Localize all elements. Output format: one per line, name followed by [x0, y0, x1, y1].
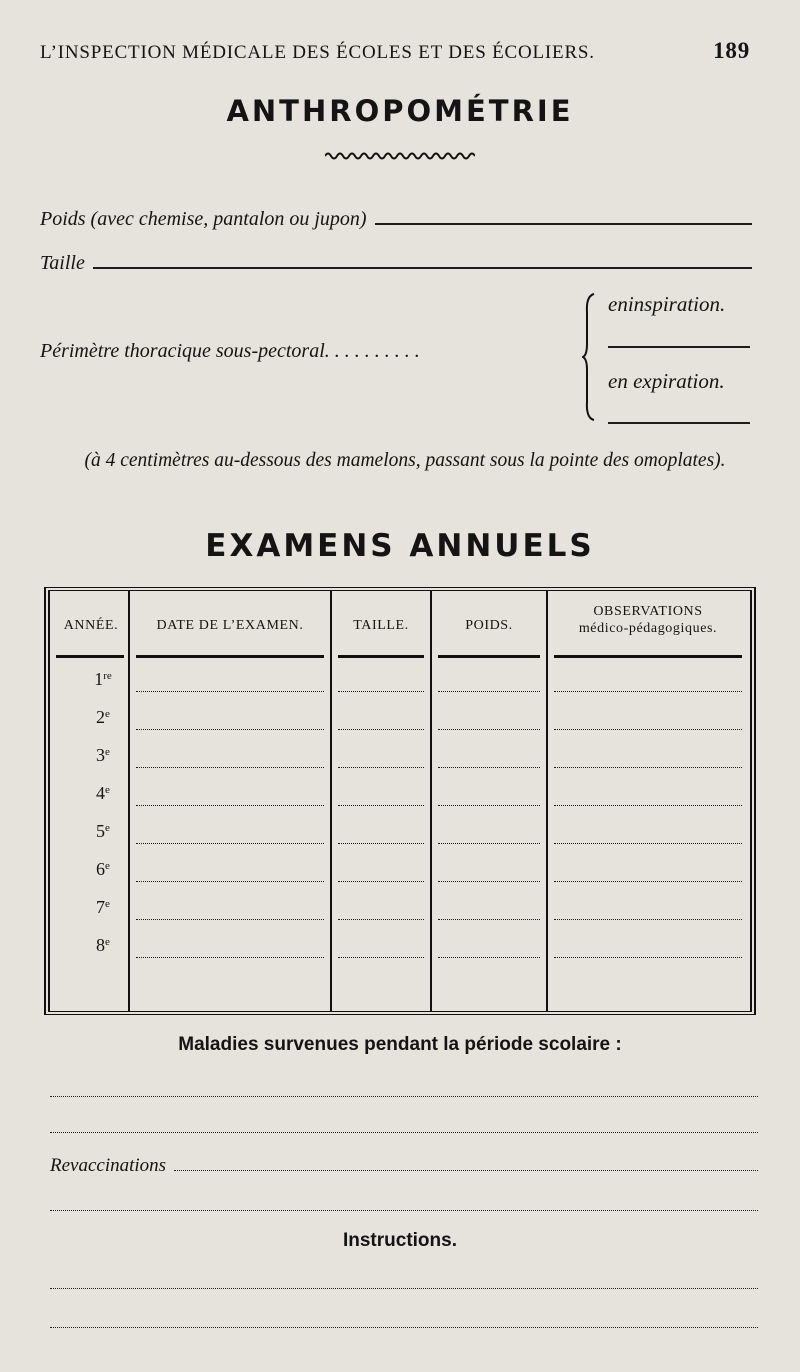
taille-field [40, 252, 752, 275]
table-cell-line [554, 881, 742, 882]
revaccinations-line [50, 1210, 758, 1211]
table-cell-line [438, 919, 540, 920]
perimetre-label: Périmètre thoracique sous-pectoral. . . . . . . . . . [40, 340, 420, 362]
header-rule [554, 655, 742, 658]
table-cell-line [438, 729, 540, 730]
year-number: 3 [96, 745, 106, 765]
table-cell-line [136, 805, 324, 806]
year-suffix: e [105, 822, 110, 834]
maladies-line [50, 1096, 758, 1097]
examens-title: EXAMENS ANNUELS [205, 528, 595, 564]
poids-line [375, 222, 752, 225]
table-cell-line [136, 691, 324, 692]
year-label [68, 745, 138, 766]
revaccinations-label: Revaccinations [50, 1155, 167, 1176]
column-divider [330, 591, 332, 1011]
table-cell-line [136, 729, 324, 730]
header-observations-line2: médico-pédagogiques. [578, 621, 718, 636]
year-number: 2 [96, 707, 106, 727]
taille-label: Taille [40, 252, 85, 274]
table-cell-line [438, 691, 540, 692]
table-cell-line [338, 729, 424, 730]
perimetre-note: (à 4 centimètres au-dessous des mamelons, passant sous la pointe des omoplates). [84, 450, 726, 471]
year-number: 5 [96, 821, 106, 841]
header-rule [338, 655, 424, 658]
year-number: 4 [96, 783, 106, 803]
year-label [68, 821, 138, 842]
year-label [68, 935, 138, 956]
year-label [68, 783, 138, 804]
table-cell-line [438, 805, 540, 806]
table-cell-line [554, 691, 742, 692]
header-annee: ANNÉE. [63, 618, 119, 633]
table-cell-line [438, 957, 540, 958]
column-divider [430, 591, 432, 1011]
year-label [68, 707, 138, 728]
year-label [68, 897, 138, 918]
year-number: 6 [96, 859, 106, 879]
instructions-line [50, 1288, 758, 1289]
running-head [40, 38, 750, 64]
table-cell-line [338, 881, 424, 882]
header-rule [438, 655, 540, 658]
table-cell-line [554, 805, 742, 806]
table-cell-line [554, 919, 742, 920]
table-cell-line [136, 843, 324, 844]
year-number: 1 [94, 669, 104, 689]
inspiration-line [608, 346, 750, 348]
page-number: 189 [713, 38, 750, 63]
table-cell-line [554, 843, 742, 844]
poids-field [40, 208, 752, 231]
taille-line [93, 266, 752, 269]
table-cell-line [136, 881, 324, 882]
year-label [68, 859, 138, 880]
inspiration-label: eninspiration. [608, 292, 726, 316]
year-label [68, 669, 138, 690]
maladies-label: Maladies survenues pendant la période scolaire : [178, 1034, 622, 1055]
revaccinations-line [174, 1169, 758, 1171]
header-rule [136, 655, 324, 658]
table-cell-line [438, 767, 540, 768]
year-number: 7 [96, 897, 106, 917]
table-cell-line [136, 767, 324, 768]
header-observations [548, 603, 748, 637]
header-taille: TAILLE. [353, 618, 409, 633]
poids-label: Poids (avec chemise, pantalon ou jupon) [40, 208, 367, 230]
table-cell-line [338, 843, 424, 844]
instructions-line [50, 1327, 758, 1328]
year-suffix: e [105, 936, 110, 948]
table-cell-line [136, 957, 324, 958]
examens-table [44, 587, 756, 1015]
table-cell-line [338, 691, 424, 692]
table-cell-line [438, 843, 540, 844]
year-suffix: e [105, 898, 110, 910]
header-poids: POIDS. [465, 618, 513, 633]
instructions-label: Instructions. [342, 1230, 457, 1251]
expiration-label: en expiration. [608, 369, 725, 393]
year-suffix: re [103, 670, 112, 682]
expiration-line [608, 422, 750, 424]
anthropometrie-title: ANTHROPOMÉTRIE [226, 94, 574, 128]
year-suffix: e [105, 708, 110, 720]
table-cell-line [554, 767, 742, 768]
table-cell-line [338, 919, 424, 920]
year-suffix: e [105, 784, 110, 796]
table-cell-line [438, 881, 540, 882]
maladies-line [50, 1132, 758, 1133]
ornament-squiggle [325, 150, 475, 162]
year-suffix: e [105, 860, 110, 872]
header-rule [56, 655, 124, 658]
brace-icon [582, 292, 596, 422]
table-cell-line [554, 957, 742, 958]
year-number: 8 [96, 935, 106, 955]
header-date: DATE DE L’EXAMEN. [156, 618, 304, 633]
running-title: L’INSPECTION MÉDICALE DES ÉCOLES ET DES ÉCOLIERS. [40, 42, 595, 63]
year-suffix: e [105, 746, 110, 758]
table-cell-line [338, 957, 424, 958]
table-cell-line [338, 805, 424, 806]
table-cell-line [554, 729, 742, 730]
header-observations-line1: OBSERVATIONS [593, 604, 703, 619]
table-cell-line [136, 919, 324, 920]
revaccinations-field [50, 1155, 758, 1177]
table-cell-line [338, 767, 424, 768]
column-divider [546, 591, 548, 1011]
